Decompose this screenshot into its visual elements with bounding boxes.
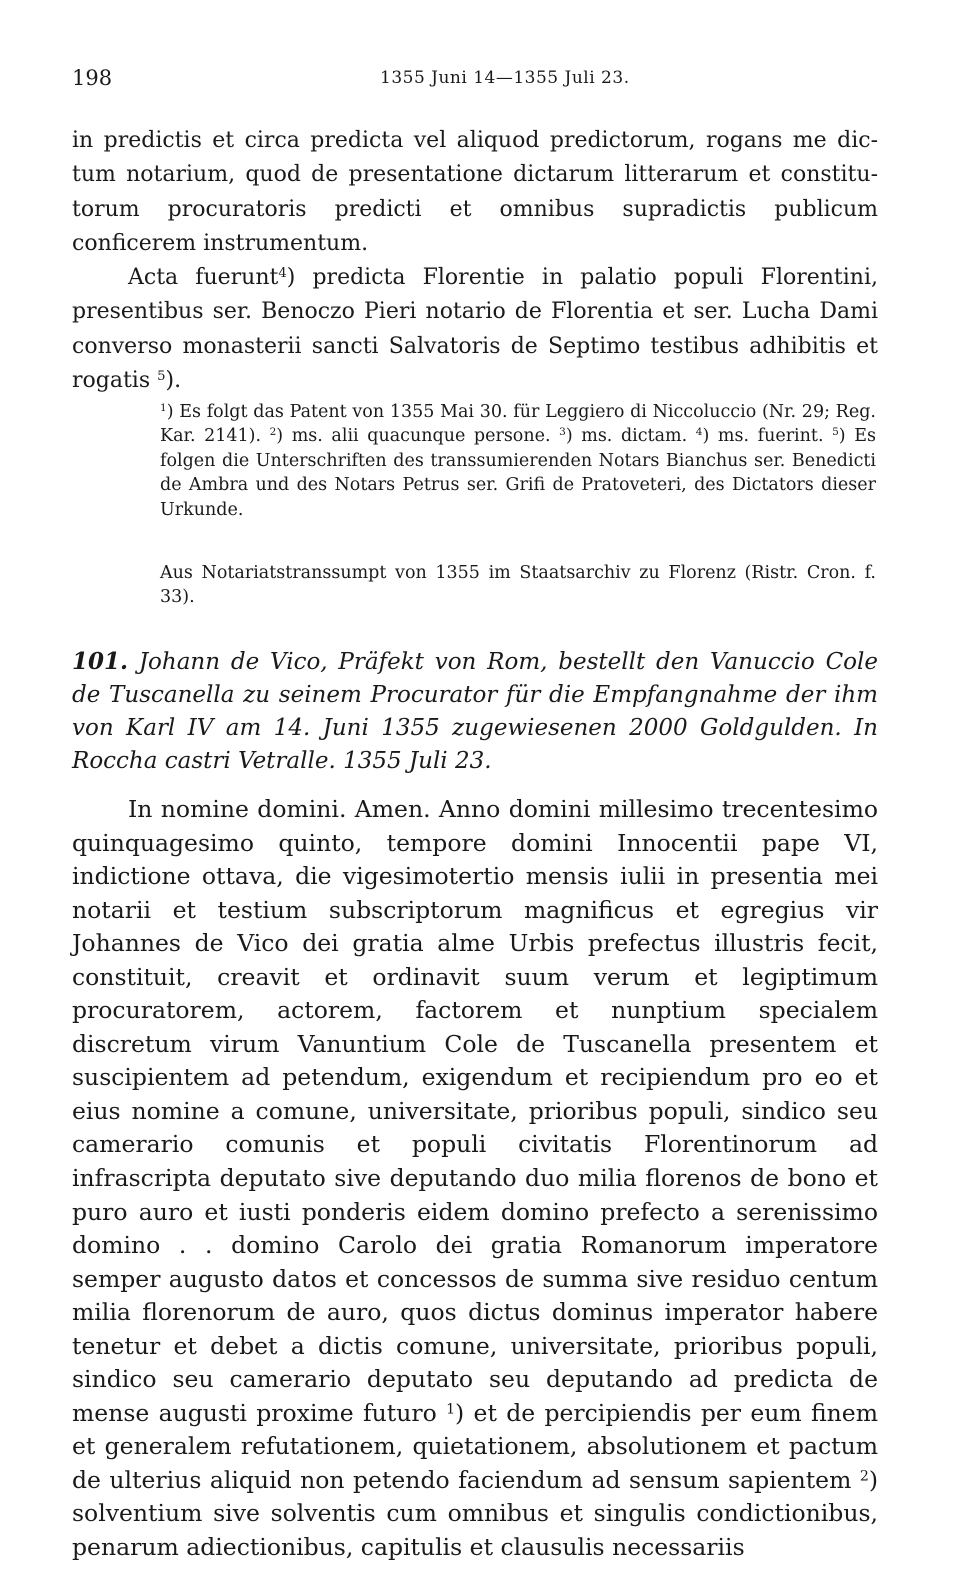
footnote-5: Es folgen die Unterschriften des transsumierenden Notars Bianchus ser. Benedicti de Ambra und des Notars Petrus ser. Grifi de Pratoveteri, des Dictators dieser Urkunde. xyxy=(160,426,876,520)
regest-text: Johann de Vico, Präfekt von Rom, bestellt den Vanuccio Cole de Tuscanella zu seinem Procurator für die Empfangnahme der ihm von Karl IV am 14. Juni 1355 zugewiesenen 2000 Goldgulden. In Roccha castri Vetralle. 1355 Juli 23. xyxy=(72,649,878,774)
footnote-ref-4: 4 xyxy=(278,265,287,281)
body-text-b: et de percipiendis per eum finem et generalem refutationem, quietationem, absolutionem et pactum de ulterius aliquid non petendo faciendum ad sensum sapientem xyxy=(72,1398,878,1494)
previous-document-paragraph: in predictis et circa predicta vel aliquod predictorum, rogans me dictum notarium, quod de presentatione dictarum litterarum et constitutorum procuratoris predicti et omnibus supradictis publicum conficerem instrumentum. xyxy=(72,128,878,257)
document-regest xyxy=(72,645,878,778)
footnote-ref-5: 5 xyxy=(157,368,166,384)
acta-text-c: . xyxy=(174,368,182,394)
acta-paragraph: Acta fuerunt$^4$) predicta Florentie in palatio populi Florentini, presentibus ser. Benoczo Pieri notario de Florentia et ser. Lucha Dami converso monasterii sancti Salvatoris de Septimo testibus adhibitis et rogatis $^5$). xyxy=(72,265,879,394)
footnote-mark-3: 3 xyxy=(559,426,566,439)
page-number: 198 xyxy=(72,66,113,90)
document-body-text: In nomine domini. Amen. Anno domini millesimo trecentesimo quinquagesimo quinto, tempore domini Innocentii pape VI, indictione ottava, die vigesimotertio mensis iulii in presentia mei notarii et testium subscriptorum magnificus et egregius vir Johannes de Vico dei gratia alme Urbis prefectus illustris fecit, constituit, creavit et ordinavit suum verum et legiptimum procuratorem, actorem, factorem et nunptium specialem discretum virum Vanuntium Cole de Tuscanella presentem et suscipientem ad petendum, exigendum et recipiendum pro eo et eius nomine a comune, universitate, prioribus populi, sindico seu camerario comunis et populi civitatis Florentinorum ad infrascripta deputato sive deputando duo milia florenos de bono et puro auro et iusti ponderis eidem domino prefecto a serenissimo domino . . domino Carolo dei gratia Romanorum imperatore semper augusto datos et concessos de summa sive residuo centum milia florenorum de auro, quos dictus dominus imperator habere tenetur et debet a dictis comune, universitate, prioribus populi, sindico seu camerario deputato seu deputando ad predicta de mense augusti proxime futuro $^1$) et de percipiendis per eum finem et generalem refutationem, quietationem, absolutionem et pactum de ulterius aliquid non petendo faciendum ad sensum sapientem $^2$) solventium sive solventis cum omnibus et singulis condictionibus, penarum adiectionibus, capitulis et clausulis necessariis xyxy=(72,795,878,1562)
footnote-1: Es folgt das Patent von 1355 Mai 30. für Leggiero di Niccoluccio (Nr. 29; Reg. Kar. 2141). xyxy=(160,402,876,447)
acta-text-a: Acta fuerunt xyxy=(128,265,279,290)
page-header xyxy=(72,66,892,96)
source-note: Aus Notariatstranssumpt von 1355 im Staatsarchiv zu Florenz (Ristr. Cron. f. 33). xyxy=(160,563,876,608)
body-footnote-ref-1: 1 xyxy=(446,1401,456,1418)
body-footnote-ref-2: 2 xyxy=(859,1468,869,1485)
acta-text-b: predicta Florentie in palatio populi Florentini, presentibus ser. Benoczo Pieri notario de Florentia et ser. Lucha Dami converso monasterii sancti Salvatoris de Septimo testibus adhibitis et rogatis xyxy=(72,265,879,394)
footnote-mark-5: 5 xyxy=(832,426,839,439)
footnote-mark-1: 1 xyxy=(160,402,167,415)
body-text-a: In nomine domini. Amen. Anno domini millesimo trecentesimo quinquagesimo quinto, tempore domini Innocentii pape VI, indictione ottava, die vigesimotertio mensis iulii in presentia mei notarii et testium subscriptorum magnificus et egregius vir Johannes de Vico dei gratia alme Urbis prefectus illustris fecit, constituit, creavit et ordinavit suum verum et legiptimum procuratorem, actorem, factorem et nunptium specialem discretum virum Vanuntium Cole de Tuscanella presentem et suscipientem ad petendum, exigendum et recipiendum pro eo et eius nomine a comune, universitate, prioribus populi, sindico seu camerario comunis et populi civitatis Florentinorum ad infrascripta deputato sive deputando duo milia florenos de bono et puro auro et iusti ponderis eidem domino prefecto a serenissimo domino . . domino Carolo dei gratia Romanorum imperatore semper augusto datos et concessos de summa sive residuo centum milia florenorum de auro, quos dictus dominus imperator habere tenetur et debet a dictis comune, universitate, prioribus populi, sindico seu camerario deputato seu deputando ad predicta de mense augusti proxime futuro xyxy=(72,795,878,1427)
running-head-date-range: 1355 Juni 14—1355 Juli 23. xyxy=(380,68,630,88)
footnote-mark-4: 4 xyxy=(695,426,703,439)
footnotes: $^1$) Es folgt das Patent von 1355 Mai 30. für Leggiero di Niccoluccio (Nr. 29; Reg. Kar. 2141). $^2$) ms. alii quacunque persone. $^3$) ms. dictam. $^4$) ms. fuerint. $^5$) Es folgen die Unterschriften des transsumierenden Notars Bianchus ser. Benedicti de Ambra und des Notars Petrus ser. Grifi de Pratoveteri, des Dictators dieser Urkunde. xyxy=(160,402,876,520)
body-text-c: solventium sive solventis cum omnibus et singulis condictionibus, penarum adiectionibus, capitulis et clausulis necessariis xyxy=(72,1499,878,1562)
footnote-2: ms. alii quacunque persone. xyxy=(283,426,560,447)
footnote-mark-2: 2 xyxy=(269,426,277,439)
document-number: 101. xyxy=(72,648,129,675)
footnote-4: ms. fuerint. xyxy=(709,426,833,447)
footnote-3: ms. dictam. xyxy=(572,426,696,447)
